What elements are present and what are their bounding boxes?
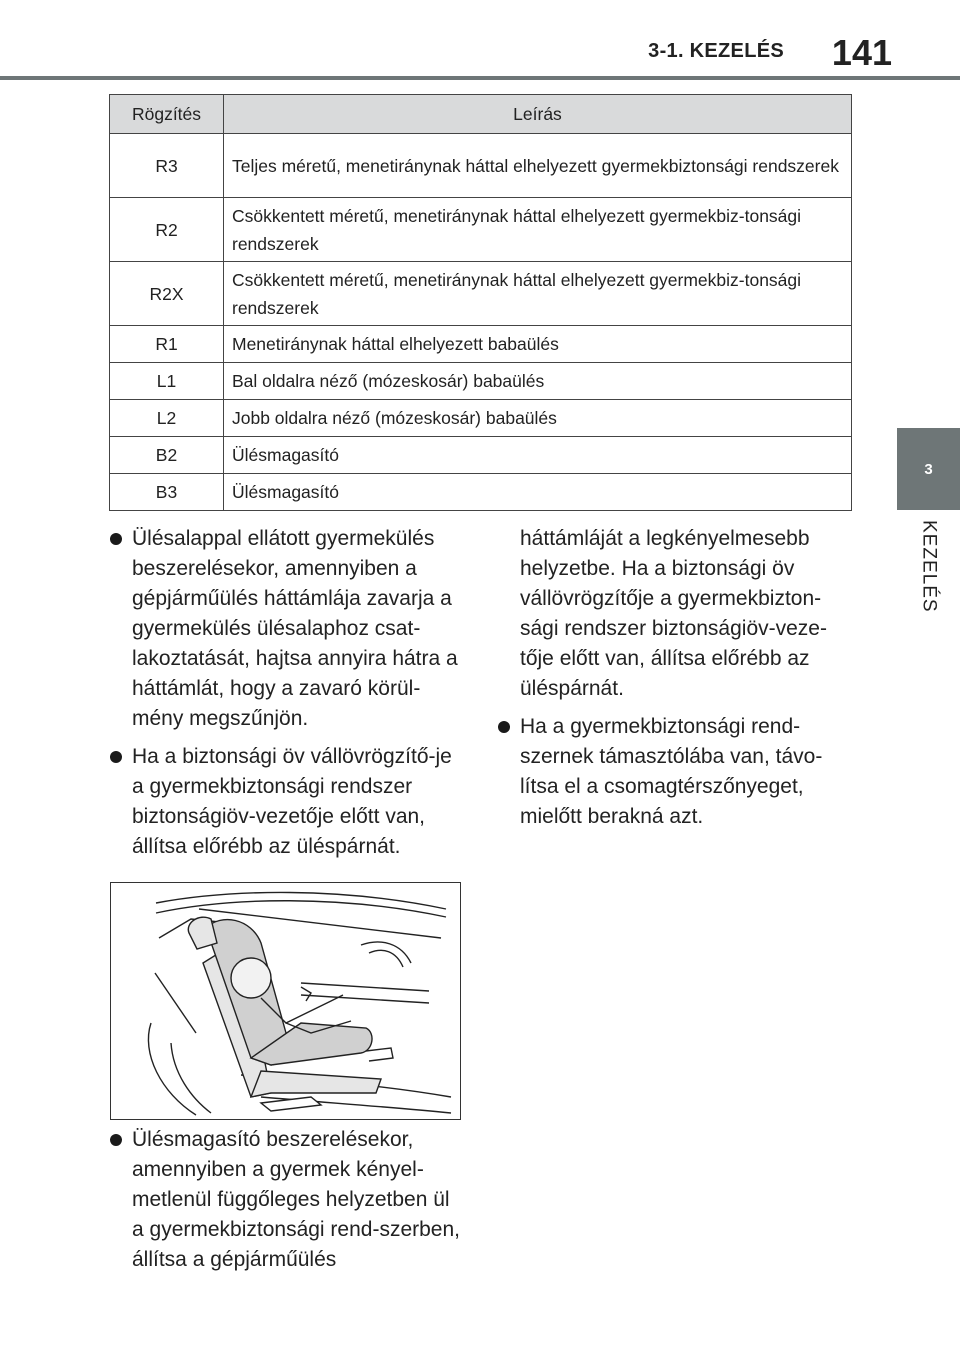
table-cell-desc: Jobb oldalra néző (mózeskosár) babaülés [224, 400, 852, 437]
table-cell-code: R2X [110, 262, 224, 326]
table-row [110, 437, 852, 474]
chapter-number: 3 [924, 460, 933, 478]
table-cell-desc: Teljes méretű, menetiránynak háttal elhelyezett gyermekbiztonsági rendszerek [224, 134, 852, 198]
restraint-table [109, 94, 852, 511]
table-header-desc: Leírás [224, 95, 852, 134]
table-cell-code: R1 [110, 326, 224, 363]
car-seat-drawing [111, 883, 459, 1118]
bullet-dot-icon [110, 533, 122, 545]
bullet-text: Ha a biztonsági öv vállövrögzítő-je a gyermekbiztonsági rendszer biztonságiöv-vezetője előtt van, állítsa előrébb az üléspárnát. [132, 745, 452, 858]
table-row [110, 400, 852, 437]
table-cell-desc: Menetiránynak háttal elhelyezett babaülés [224, 326, 852, 363]
left-column-bottom [110, 1125, 462, 1283]
bullet-dot-icon [110, 751, 122, 763]
bullet-item [110, 742, 462, 862]
table-cell-desc: Csökkentett méretű, menetiránynak háttal elhelyezett gyermekbiz-tonsági rendszerek [224, 262, 852, 326]
table-row [110, 474, 852, 511]
table-cell-desc: Ülésmagasító [224, 474, 852, 511]
bullet-dot-icon [498, 721, 510, 733]
left-column-top [110, 524, 462, 870]
table-cell-code: B3 [110, 474, 224, 511]
table-row [110, 198, 852, 262]
chapter-tab [897, 428, 960, 510]
continuation-text: háttámláját a legkényelmesebb helyzetbe. Ha a biztonsági öv vállövrögzítője a gyermekbizton-sági rendszer biztonságiöv-veze-tője előtt van, állítsa előrébb az üléspárnát. [520, 527, 827, 700]
bullet-text: Ülésmagasító beszerelésekor, amennyiben a gyermek kényel-metlenül függőleges helyzetben ül a gyermekbiztonsági rend-szerben, állítsa a gépjárműülés [132, 1128, 461, 1271]
table-row [110, 363, 852, 400]
bullet-text: Ha a gyermekbiztonsági rend-szernek támasztólába van, távo-lítsa el a csomagtérszőnyeget, mielőtt berakná azt. [520, 715, 823, 828]
table-cell-code: L2 [110, 400, 224, 437]
table-cell-code: B2 [110, 437, 224, 474]
table-cell-desc: Bal oldalra néző (mózeskosár) babaülés [224, 363, 852, 400]
page-number: 141 [831, 32, 892, 73]
right-column [498, 524, 850, 840]
table-cell-desc: Ülésmagasító [224, 437, 852, 474]
bullet-item [110, 1125, 462, 1275]
bullet-text: Ülésalappal ellátott gyermekülés beszerelésekor, amennyiben a gépjárműülés háttámlája zavarja a gyermekülés ülésalaphoz csat-lakoztatását, hajtsa annyira hátra a háttámlát, hogy a zavaró körül-mény megszűnjön. [132, 527, 458, 730]
table-cell-code: R3 [110, 134, 224, 198]
bullet-dot-icon [110, 1134, 122, 1146]
child-seat-illustration [110, 882, 461, 1120]
table-cell-code: L1 [110, 363, 224, 400]
section-title: 3-1. KEZELÉS [648, 40, 784, 62]
chapter-label-text: KEZELÉS [918, 520, 940, 613]
header-rule [0, 76, 960, 80]
bullet-item [498, 712, 850, 832]
table-cell-desc: Csökkentett méretű, menetiránynak háttal elhelyezett gyermekbiz-tonsági rendszerek [224, 198, 852, 262]
table-cell-code: R2 [110, 198, 224, 262]
bullet-item [110, 524, 462, 734]
chapter-label [897, 520, 960, 620]
table-row [110, 262, 852, 326]
table-row [110, 326, 852, 363]
table-header-code: Rögzítés [110, 95, 224, 134]
table-row [110, 134, 852, 198]
